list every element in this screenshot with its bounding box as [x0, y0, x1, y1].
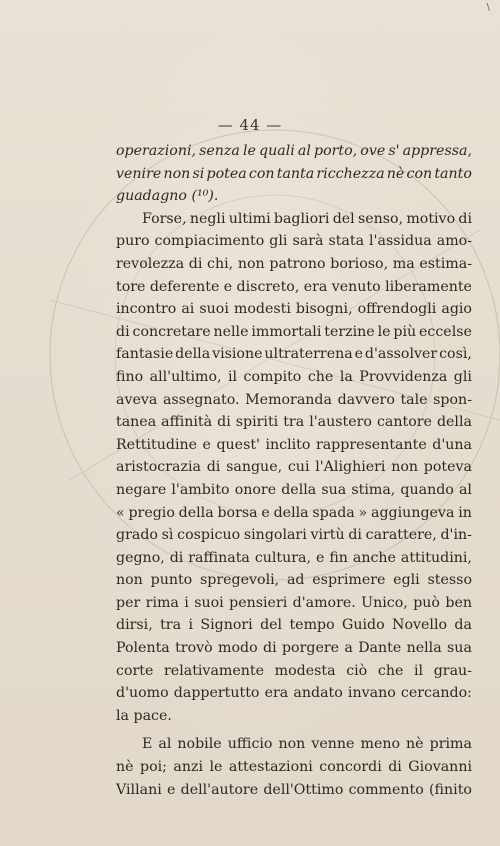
- text-line: d'uomo dappertutto era andato invano cercando:: [116, 685, 472, 702]
- text-line: corte relativamente modesta ciò che il grau-: [116, 662, 472, 679]
- text-line: tanea affinità di spiriti tra l'austero cantore della: [116, 414, 472, 431]
- text-line: la pace.: [116, 707, 172, 724]
- text-line: revolezza di chi, non patrono borioso, ma estima-: [116, 255, 472, 272]
- text-line: fantasie della visione ultraterrena e d'assolver così,: [116, 346, 472, 363]
- text-line: operazioni, senza le quali al porto, ove s' appressa,: [116, 143, 472, 159]
- text-line: dirsi, tra i Signori del tempo Guido Novello da: [116, 617, 472, 634]
- page-number: — 44 —: [217, 116, 283, 134]
- text-line: Forse, negli ultimi bagliori del senso, motivo di: [142, 210, 472, 227]
- text-line: guadagno (¹⁰).: [116, 188, 219, 205]
- text-line: incontro ai suoi modesti bisogni, offrendogli agio: [116, 301, 472, 318]
- text-line: tore deferente e discreto, era venuto liberamente: [116, 278, 472, 295]
- text-line: venire non si potea con tanta ricchezza nè con tanto: [116, 165, 472, 182]
- text-line: per rima i suoi pensieri d'amore. Unico, può ben: [116, 594, 472, 611]
- text-line: non punto spregevoli, ad esprimere egli stesso: [116, 572, 472, 589]
- text-line: fino all'ultimo, il compito che la Provvidenza gli: [116, 368, 472, 385]
- body-text: [116, 140, 472, 801]
- text-line: aveva assegnato. Memoranda davvero tale spon-: [116, 391, 472, 408]
- text-line: nè poi; anzi le attestazioni concordi di Giovanni: [116, 759, 472, 776]
- text-line: aristocrazia di sangue, cui l'Alighieri non poteva: [116, 459, 472, 476]
- text-line: E al nobile ufficio non venne meno nè prima: [142, 736, 472, 753]
- text-line: puro compiacimento gli sarà stata l'assidua amo-: [116, 233, 472, 250]
- text-line: gegno, di raffinata cultura, e fin anche attitudini,: [116, 549, 472, 566]
- text-line: grado sì cospicuo singolari virtù di carattere, d'in-: [116, 527, 472, 544]
- corner-mark: \: [486, 2, 490, 13]
- text-line: negare l'ambito onore della sua stima, quando al: [116, 481, 472, 498]
- text-line: « pregio della borsa e della spada » aggiungeva in: [116, 504, 472, 521]
- text-line: Polenta trovò modo di porgere a Dante nella sua: [116, 640, 472, 657]
- text-line: Villani e dell'autore dell'Ottimo commento (finito: [116, 781, 472, 798]
- text-line: di concretare nelle immortali terzine le più eccelse: [116, 323, 472, 340]
- text-line: Rettitudine e quest' inclito rappresentante d'una: [116, 436, 472, 453]
